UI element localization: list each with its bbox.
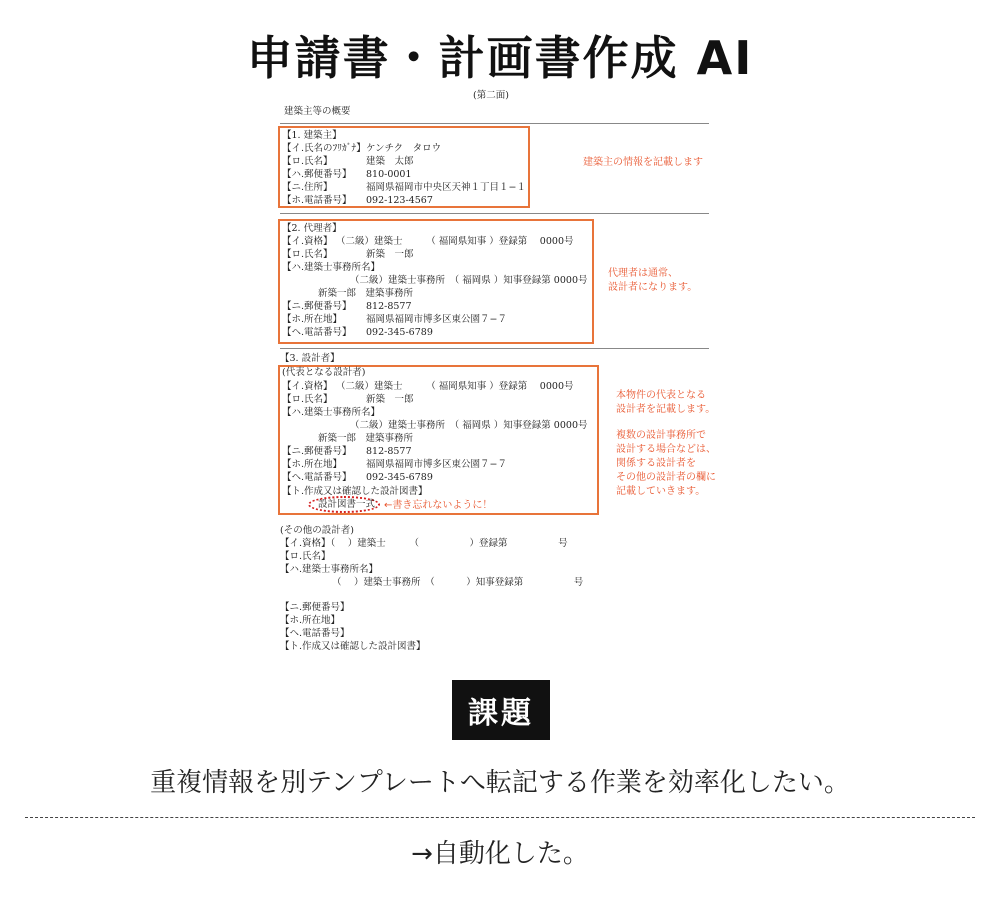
designer-note-1: 本物件の代表となる (616, 390, 706, 401)
divider (280, 123, 709, 124)
owner-postal-label: 【ハ.郵便番号】 (282, 169, 352, 180)
agent-name-label: 【ロ.氏名】 (282, 249, 333, 260)
designer-note-5: 関係する設計者を (616, 458, 696, 469)
agent-postal-value: 812-8577 (366, 301, 412, 312)
other-postal-label: 【ニ.郵便番号】 (280, 602, 350, 613)
agent-header: 【2. 代理者】 (282, 223, 342, 234)
agent-phone-label: 【ヘ.電話番号】 (282, 327, 352, 338)
agent-name-value: 新築 一郎 (366, 249, 414, 260)
task-description: 重複情報を別テンプレートへ転記する作業を効率化したい。 (150, 768, 850, 798)
designer-qualification-value: （二級）建築士 （ 福岡県知事 ）登録第 0000号 (336, 381, 574, 392)
designer-postal-label: 【ニ.郵便番号】 (282, 446, 352, 457)
other-office-label: 【ハ.建築士事務所名】 (280, 564, 379, 575)
reminder-note: ←書き忘れないように！ (384, 500, 493, 511)
owner-header: 【1. 建築主】 (282, 130, 342, 141)
form-heading: 建築主等の概要 (284, 106, 351, 117)
other-office-line: （ ）建築士事務所 （ ）知事登録第 号 (332, 577, 584, 588)
dashed-divider (25, 817, 975, 818)
agent-phone-value: 092-345-6789 (366, 327, 433, 338)
agent-qualification-value: （二級）建築士 （ 福岡県知事 ）登録第 0000号 (336, 236, 574, 247)
owner-postal-value: 810-0001 (366, 169, 412, 180)
divider (280, 213, 709, 214)
owner-furigana-label: 【イ.氏名のﾌﾘｶﾞﾅ】 (282, 143, 366, 154)
owner-name-value: 建築 太郎 (366, 156, 414, 167)
agent-office-label: 【ハ.建築士事務所名】 (282, 262, 381, 273)
owner-phone-label: 【ホ.電話番号】 (282, 195, 352, 206)
owner-note: 建築主の情報を記載します (583, 157, 703, 168)
agent-office-line2: 新築一郎 建築事務所 (318, 288, 414, 299)
agent-office-line1: （二級）建築士事務所 （ 福岡県 ）知事登録第 0000号 (350, 275, 588, 286)
owner-furigana-value: ケンチク タロウ (366, 143, 442, 154)
designer-office-line2: 新築一郎 建築事務所 (318, 433, 414, 444)
owner-address-label: 【ニ.住所】 (282, 182, 333, 193)
designer-postal-value: 812-8577 (366, 446, 412, 457)
owner-name-label: 【ロ.氏名】 (282, 156, 333, 167)
task-badge: 課題 (452, 680, 550, 740)
designer-note-4: 設計する場合などは、 (616, 444, 716, 455)
other-designer-subheader: (その他の設計者) (280, 525, 354, 536)
page-label: (第二面) (473, 90, 509, 101)
result-text: →自動化した。 (411, 839, 589, 869)
designer-name-value: 新築 一郎 (366, 394, 414, 405)
application-form-image (270, 86, 716, 660)
designer-office-line1: （二級）建築士事務所 （ 福岡県 ）知事登録第 0000号 (350, 420, 588, 431)
designer-address-value: 福岡県福岡市博多区東公園７−７ (366, 459, 507, 470)
other-phone-label: 【ヘ.電話番号】 (280, 628, 350, 639)
agent-qualification-label: 【イ.資格】 (282, 236, 333, 247)
owner-address-value: 福岡県福岡市中央区天神１丁目１−１ (366, 182, 526, 193)
other-qualification-line: 【イ.資格】（ ）建築士 （ ）登録第 号 (280, 538, 568, 549)
designer-note-7: 記載していきます。 (616, 486, 706, 497)
designer-note-3: 複数の設計事務所で (616, 430, 706, 441)
designer-header: 【3. 設計者】 (280, 353, 340, 364)
designer-qualification-label: 【イ.資格】 (282, 381, 333, 392)
designer-drawings-value: 設計図書一式 (318, 499, 376, 510)
other-address-label: 【ホ.所在地】 (280, 615, 341, 626)
designer-note-2: 設計者を記載します。 (616, 404, 716, 415)
designer-subheader: (代表となる設計者) (282, 367, 366, 378)
designer-address-label: 【ホ.所在地】 (282, 459, 343, 470)
other-drawings-label: 【ト.作成又は確認した設計図書】 (280, 641, 426, 652)
designer-note-6: その他の設計者の欄に (616, 472, 716, 483)
page-title: 申請書・計画書作成 AI (246, 31, 754, 85)
designer-office-label: 【ハ.建築士事務所名】 (282, 407, 381, 418)
agent-postal-label: 【ニ.郵便番号】 (282, 301, 352, 312)
designer-phone-label: 【ヘ.電話番号】 (282, 472, 352, 483)
agent-address-value: 福岡県福岡市博多区東公園７−７ (366, 314, 507, 325)
designer-name-label: 【ロ.氏名】 (282, 394, 333, 405)
other-name-label: 【ロ.氏名】 (280, 551, 331, 562)
agent-note-2: 設計者になります。 (608, 282, 698, 293)
agent-note-1: 代理者は通常、 (608, 268, 678, 279)
designer-drawings-label: 【ト.作成又は確認した設計図書】 (282, 486, 428, 497)
owner-phone-value: 092-123-4567 (366, 195, 433, 206)
divider (280, 348, 709, 349)
designer-phone-value: 092-345-6789 (366, 472, 433, 483)
agent-address-label: 【ホ.所在地】 (282, 314, 343, 325)
